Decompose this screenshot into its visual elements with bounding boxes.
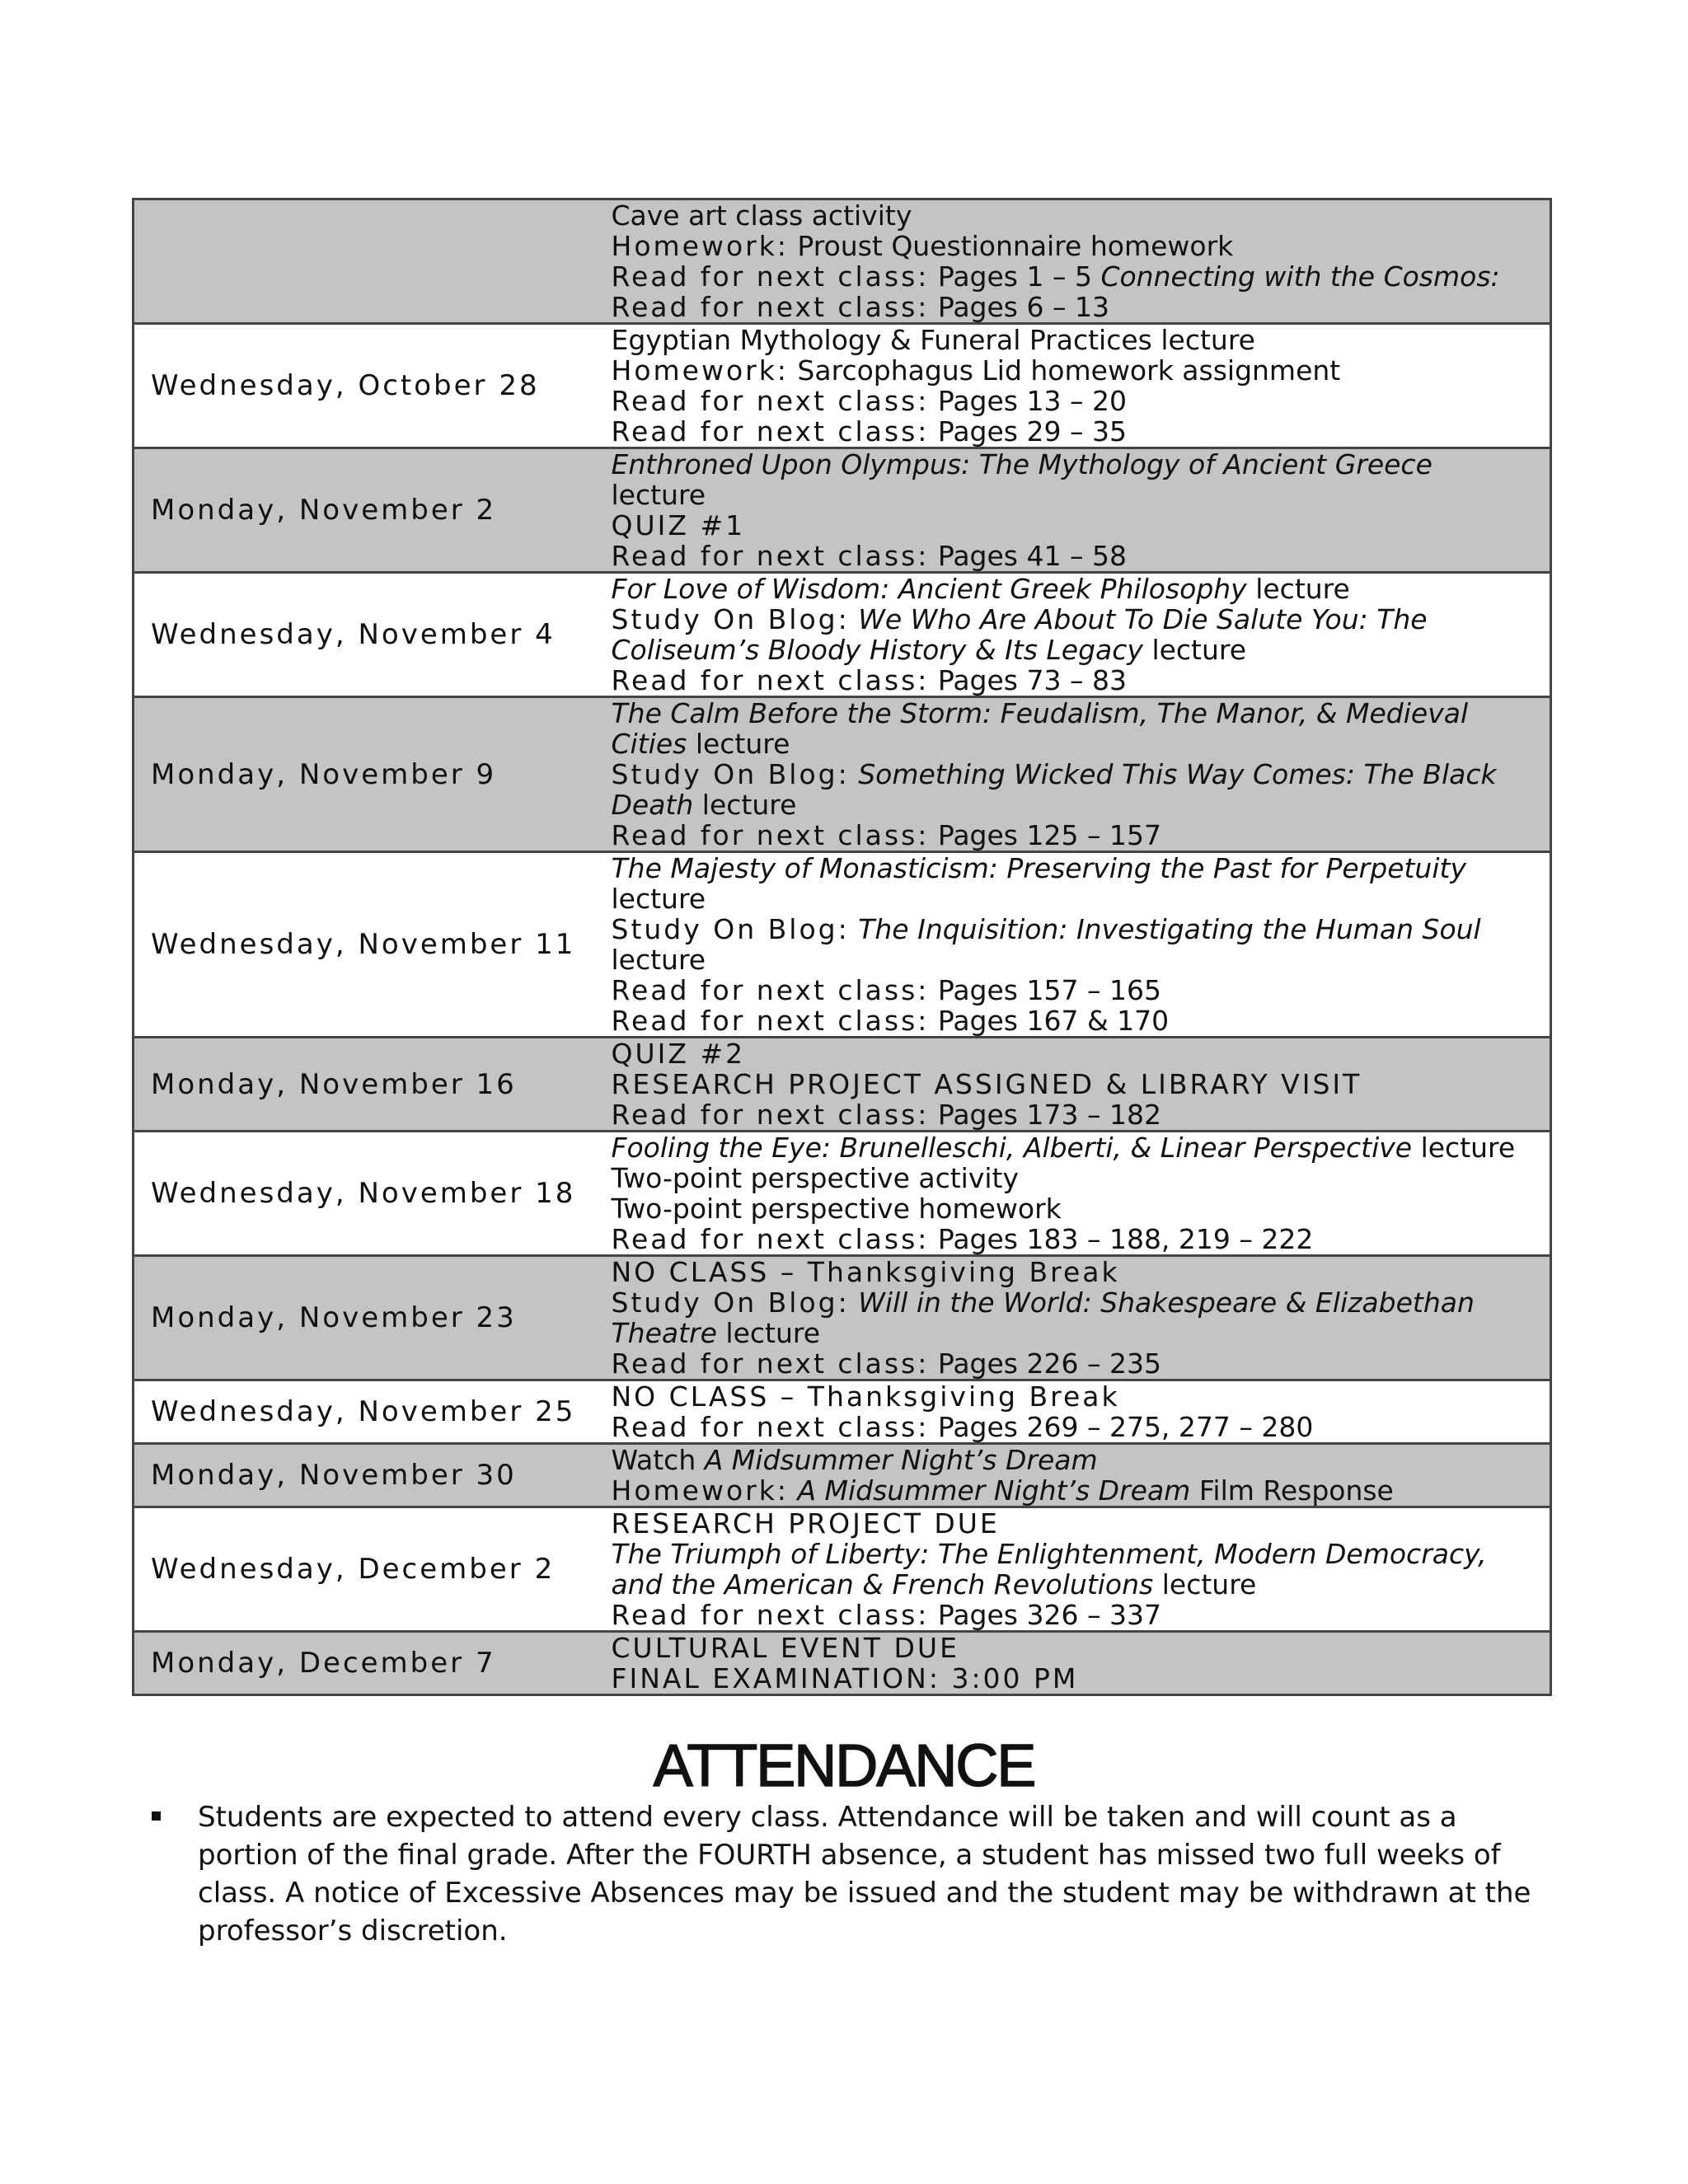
detail-text: The Majesty of Monasticism: Preserving the Past for Perpetuity (611, 852, 1466, 884)
attendance-list (148, 1798, 1550, 1950)
detail-text: lecture (1246, 573, 1350, 605)
schedule-row (134, 1132, 1551, 1256)
schedule-details (612, 852, 1551, 1038)
detail-line (612, 1193, 1544, 1224)
detail-line (612, 386, 1544, 416)
detail-line (612, 944, 1544, 975)
detail-text: Pages 183 – 188, 219 – 222 (929, 1223, 1314, 1255)
detail-line (612, 1348, 1544, 1379)
detail-text: Enthroned Upon Olympus: The Mythology of Ancient Greece (611, 448, 1432, 480)
detail-text: lecture (1153, 1568, 1257, 1601)
schedule-row (134, 852, 1551, 1038)
detail-line (612, 1445, 1544, 1475)
attendance-heading: ATTENDANCE (653, 1733, 1035, 1799)
schedule-date: Monday, November 9 (134, 697, 612, 852)
detail-line (612, 1038, 1544, 1069)
schedule-details (612, 697, 1551, 852)
detail-line (612, 261, 1544, 292)
detail-label: Homework: (611, 1474, 789, 1507)
detail-line (612, 665, 1544, 696)
detail-line (612, 1539, 1544, 1569)
detail-text: Connecting with the Cosmos: (1100, 260, 1500, 293)
detail-label: Read for next class: (611, 1223, 930, 1255)
detail-line (612, 1475, 1544, 1506)
detail-label: Read for next class: (611, 819, 930, 851)
schedule-row (134, 1632, 1551, 1695)
detail-label: Read for next class: (611, 1005, 930, 1037)
detail-line (612, 574, 1544, 604)
detail-line (612, 1412, 1544, 1442)
detail-text: Fooling the Eye: Brunelleschi, Alberti, & Linear Perspective (611, 1132, 1413, 1164)
detail-line (612, 1318, 1544, 1348)
detail-text (789, 1474, 798, 1507)
detail-text: Pages 269 – 275, 277 – 280 (929, 1411, 1314, 1443)
schedule-row (134, 199, 1551, 324)
detail-line (612, 1600, 1544, 1630)
detail-text: lecture (611, 944, 706, 976)
schedule-table (132, 198, 1552, 1696)
schedule-date: Monday, November 23 (134, 1256, 612, 1380)
detail-text: Will in the World: Shakespeare & Elizabethan (858, 1286, 1475, 1319)
detail-text: A Midsummer Night’s Dream (797, 1474, 1191, 1507)
detail-text: Something Wicked This Way Comes: The Black (858, 758, 1497, 790)
schedule-date: Wednesday, November 4 (134, 573, 612, 697)
attendance-item (148, 1798, 1550, 1950)
detail-line (612, 1163, 1544, 1193)
detail-line (612, 1381, 1544, 1412)
schedule-row (134, 1380, 1551, 1444)
schedule-date: Monday, November 30 (134, 1444, 612, 1507)
detail-text: Pages 226 – 235 (929, 1347, 1161, 1380)
schedule-row (134, 324, 1551, 448)
detail-text: lecture (611, 883, 706, 915)
detail-text: Pages 1 – 5 (929, 260, 1101, 293)
detail-label: Read for next class: (611, 1347, 930, 1380)
schedule-details (612, 324, 1551, 448)
detail-line (612, 510, 1544, 541)
schedule-body (134, 199, 1551, 1695)
schedule-row (134, 1507, 1551, 1632)
detail-text (850, 1286, 859, 1319)
detail-text: Pages 6 – 13 (929, 291, 1109, 323)
detail-label: Read for next class: (611, 664, 930, 696)
detail-line (612, 1005, 1544, 1036)
detail-label: Read for next class: (611, 385, 930, 417)
detail-text: Pages 167 & 170 (929, 1005, 1170, 1037)
detail-line (612, 480, 1544, 510)
detail-line (612, 325, 1544, 355)
schedule-details (612, 1632, 1551, 1695)
detail-line (612, 975, 1544, 1005)
detail-text: Pages 125 – 157 (929, 819, 1161, 851)
detail-line (612, 698, 1544, 729)
detail-heading: CULTURAL EVENT DUE (611, 1632, 959, 1664)
detail-line (612, 1663, 1544, 1694)
schedule-row (134, 1256, 1551, 1380)
schedule-details (612, 1380, 1551, 1444)
detail-line (612, 449, 1544, 480)
detail-text: Cities (611, 728, 687, 760)
schedule-date: Wednesday, November 25 (134, 1380, 612, 1444)
detail-text (850, 603, 859, 635)
detail-label: Read for next class: (611, 415, 930, 448)
detail-heading: NO CLASS – Thanksgiving Break (611, 1256, 1120, 1288)
schedule-date: Wednesday, November 18 (134, 1132, 612, 1256)
detail-line (612, 914, 1544, 944)
detail-line (612, 1224, 1544, 1254)
detail-text: lecture (611, 479, 706, 511)
detail-text: Sarcophagus Lid homework assignment (788, 354, 1341, 387)
detail-text: lecture (1142, 634, 1247, 666)
detail-text: lecture (693, 789, 797, 821)
schedule-details (612, 448, 1551, 573)
detail-line (612, 292, 1544, 322)
schedule-details (612, 1507, 1551, 1632)
schedule-date: Wednesday, October 28 (134, 324, 612, 448)
detail-label: Read for next class: (611, 1099, 930, 1131)
detail-label: Study On Blog: (611, 758, 850, 790)
schedule-date: Wednesday, December 2 (134, 1507, 612, 1632)
detail-line (612, 1069, 1544, 1099)
detail-label: Study On Blog: (611, 603, 850, 635)
detail-line (612, 1569, 1544, 1600)
detail-line (612, 883, 1544, 914)
detail-text (850, 913, 859, 945)
schedule-date: Wednesday, November 11 (134, 852, 612, 1038)
detail-line (612, 635, 1544, 665)
detail-text: Death (611, 789, 694, 821)
schedule-details (612, 573, 1551, 697)
schedule-date: Monday, December 7 (134, 1632, 612, 1695)
detail-text: Theatre (611, 1317, 717, 1349)
detail-line (612, 604, 1544, 635)
schedule-date (134, 199, 612, 324)
detail-text: and the American & French Revolutions (611, 1568, 1154, 1601)
detail-text: Pages 29 – 35 (929, 415, 1127, 448)
schedule-details (612, 1256, 1551, 1380)
schedule-row (134, 697, 1551, 852)
detail-label: Read for next class: (611, 1599, 930, 1631)
detail-text: Egyptian Mythology & Funeral Practices lecture (611, 324, 1255, 356)
attendance-text: Students are expected to attend every class. Attendance will be taken and will count as a portion of the final grade. After the FOURTH absence, a student has missed two full weeks of class. A notice of Excessive Absences may be issued and the student may be withdrawn at the professor’s discretion. (198, 1801, 1531, 1947)
schedule-details (612, 199, 1551, 324)
detail-text: The Triumph of Liberty: The Enlightenment, Modern Democracy, (611, 1538, 1487, 1570)
detail-label: Study On Blog: (611, 913, 850, 945)
detail-text: Pages 41 – 58 (929, 540, 1127, 572)
detail-heading: QUIZ #2 (611, 1038, 746, 1070)
detail-label: Study On Blog: (611, 1286, 850, 1319)
detail-text: For Love of Wisdom: Ancient Greek Philosophy (611, 573, 1247, 605)
detail-line (612, 416, 1544, 447)
detail-text: lecture (716, 1317, 821, 1349)
detail-text: We Who Are About To Die Salute You: The (858, 603, 1428, 635)
schedule-details (612, 1038, 1551, 1132)
detail-line (612, 729, 1544, 759)
detail-line (612, 1099, 1544, 1130)
schedule-row (134, 1444, 1551, 1507)
detail-line (612, 1132, 1544, 1163)
detail-line (612, 1508, 1544, 1539)
detail-label: Read for next class: (611, 540, 930, 572)
detail-line (612, 790, 1544, 820)
detail-text: Two-point perspective activity (611, 1162, 1020, 1194)
detail-line (612, 1633, 1544, 1663)
schedule-row (134, 1038, 1551, 1132)
detail-label: Homework: (611, 354, 789, 387)
schedule-row (134, 573, 1551, 697)
detail-label: Read for next class: (611, 260, 930, 293)
detail-label: Homework: (611, 230, 789, 262)
detail-line (612, 1287, 1544, 1318)
detail-heading: QUIZ #1 (611, 509, 746, 541)
schedule-details (612, 1132, 1551, 1256)
detail-text: Pages 13 – 20 (929, 385, 1127, 417)
detail-line (612, 759, 1544, 790)
detail-heading: RESEARCH PROJECT DUE (611, 1507, 1000, 1540)
detail-label: Read for next class: (611, 974, 930, 1006)
detail-text: lecture (1412, 1132, 1516, 1164)
schedule-row (134, 448, 1551, 573)
schedule-date: Monday, November 16 (134, 1038, 612, 1132)
square-bullet-icon (152, 1811, 161, 1821)
detail-text: A Midsummer Night’s Dream (704, 1444, 1098, 1476)
detail-line (612, 1257, 1544, 1287)
detail-text (850, 758, 859, 790)
detail-line (612, 200, 1544, 231)
detail-label: Read for next class: (611, 1411, 930, 1443)
detail-text: Coliseum’s Bloody History & Its Legacy (611, 634, 1143, 666)
detail-text: Watch (611, 1444, 705, 1476)
detail-line (612, 231, 1544, 261)
detail-line (612, 355, 1544, 386)
detail-text: Pages 173 – 182 (929, 1099, 1161, 1131)
detail-heading: NO CLASS – Thanksgiving Break (611, 1380, 1120, 1413)
detail-text: Cave art class activity (611, 199, 912, 232)
detail-label: Read for next class: (611, 291, 930, 323)
detail-text: Pages 73 – 83 (929, 664, 1127, 696)
detail-text: Two-point perspective homework (611, 1193, 1062, 1225)
detail-text: The Inquisition: Investigating the Human Soul (858, 913, 1481, 945)
detail-line (612, 541, 1544, 571)
detail-text: The Calm Before the Storm: Feudalism, The Manor, & Medieval (611, 697, 1469, 729)
schedule-date: Monday, November 2 (134, 448, 612, 573)
detail-line (612, 853, 1544, 883)
detail-line (612, 820, 1544, 851)
detail-text: Proust Questionnaire homework (788, 230, 1234, 262)
schedule-details (612, 1444, 1551, 1507)
detail-text: Film Response (1190, 1474, 1394, 1507)
detail-text: Pages 326 – 337 (929, 1599, 1161, 1631)
detail-text: Pages 157 – 165 (929, 974, 1161, 1006)
detail-heading: RESEARCH PROJECT ASSIGNED & LIBRARY VISIT (611, 1068, 1362, 1100)
detail-text: lecture (687, 728, 790, 760)
detail-heading: FINAL EXAMINATION: 3:00 PM (611, 1662, 1079, 1694)
